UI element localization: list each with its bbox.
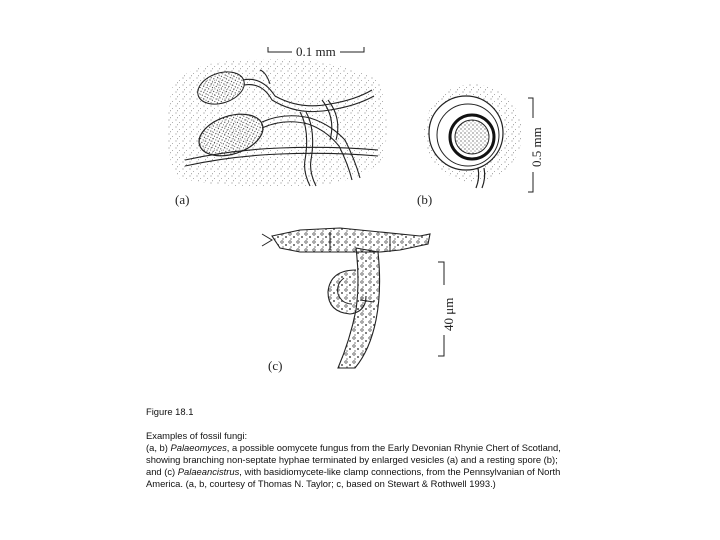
panel-a-illustration	[167, 59, 387, 187]
panel-label-a: (a)	[175, 192, 190, 207]
caption-part3: , with basidiomycete-like clamp connections, from the Pennsylvanian of North America. (a, b, courtesy of Thomas N. Taylor; c, based on Stewart & Rothwell 1993.)	[146, 466, 561, 489]
scale-label-c: 40 μm	[441, 297, 456, 331]
figure-caption	[146, 406, 571, 490]
panel-c-illustration	[262, 228, 430, 368]
caption-intro: Examples of fossil fungi:	[146, 430, 248, 441]
caption-part2: , a possible oomycete fungus from the Early Devonian Rhynie Chert of Scotland, showing branching non-septate hyphae terminated by enlarged vesicles (a) and a resting spore (b); and (c)	[146, 442, 561, 477]
caption-body	[146, 442, 571, 490]
panel-label-c: (c)	[268, 358, 283, 373]
panel-label-b: (b)	[417, 192, 433, 207]
caption-title: Figure 18.1	[146, 406, 194, 417]
panel-b-illustration	[424, 84, 522, 188]
caption-genus-palaeancistrus: Palaeancistrus	[177, 466, 240, 477]
caption-part1: (a, b)	[146, 442, 171, 453]
caption-genus-palaeomyces: Palaeomyces	[170, 442, 227, 453]
scale-label-a: 0.1 mm	[296, 44, 336, 59]
scale-label-b: 0.5 mm	[529, 127, 544, 167]
